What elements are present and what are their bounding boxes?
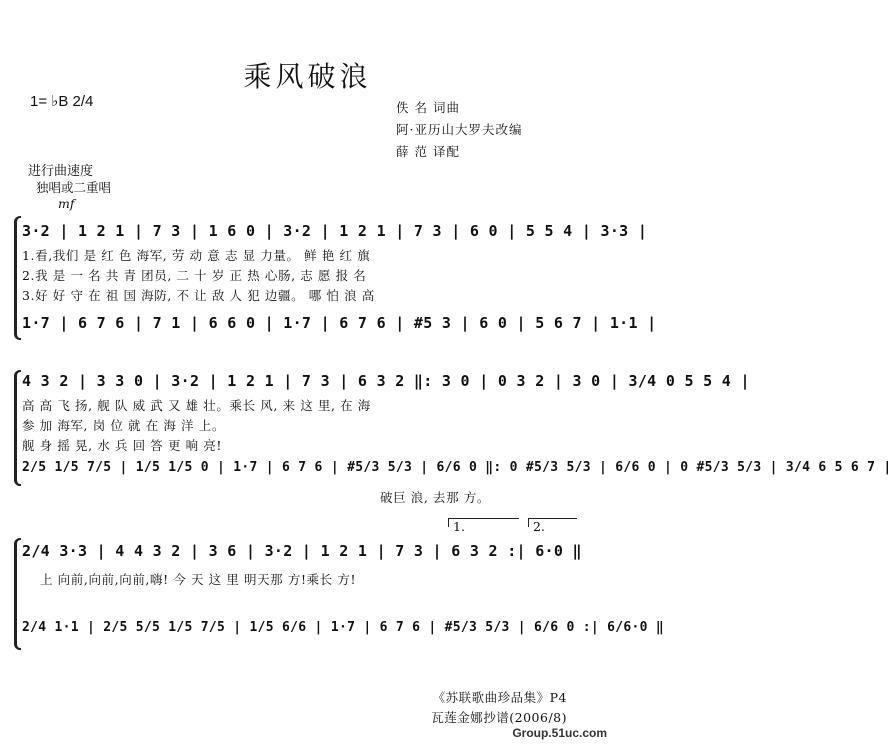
credit-translator: 薛 范 译配 — [396, 144, 460, 159]
lower-voice-notation: 2/5 1/5 7/5 | 1/5 1/5 0 | 1·7 | 6 7 6 | #5/3 5/3 | 6/6 0 ‖: 0 #5/3 5/3 | 6/6 0 | 0 #5/3 5/3 | 3/4 6 5 6 7 | — [22, 460, 892, 475]
lyric-line-1: 高 高 飞 扬, 舰 队 威 武 又 雄 壮。乘长 风, 来 这 里, 在 海 — [22, 398, 371, 413]
upper-voice-notation: 3·2 | 1 2 1 | 7 3 | 1 6 0 | 3·2 | 1 2 1 | 7 3 | 6 0 | 5 5 4 | 3·3 | — [22, 222, 648, 240]
system-brace — [14, 370, 21, 486]
voice-marking: 独唱或二重唱 — [36, 180, 112, 195]
lyric-line: 上 向前,向前,向前,嗨! 今 天 这 里 明天那 方!乘长 方! — [40, 572, 357, 587]
watermark-logo: Group.51uc.com — [512, 726, 607, 740]
system-brace — [14, 538, 21, 650]
transcriber-note: 瓦莲金娜抄谱(2006/8) — [431, 710, 567, 725]
lower-voice-notation: 1·7 | 6 7 6 | 7 1 | 6 6 0 | 1·7 | 6 7 6 | #5 3 | 6 0 | 5 6 7 | 1·1 | — [22, 314, 657, 332]
lyric-line-2: 参 加 海军, 岗 位 就 在 海 洋 上。 — [22, 418, 225, 433]
credit-arranger: 阿·亚历山大罗夫改编 — [396, 122, 523, 137]
upper-voice-notation: 4 3 2 | 3 3 0 | 3·2 | 1 2 1 | 7 3 | 6 3 2 ‖: 3 0 | 0 3 2 | 3 0 | 3/4 0 5 5 4 | — [22, 372, 750, 390]
system-brace — [14, 216, 21, 340]
key-signature: 1= ♭B 2/4 — [30, 93, 94, 110]
second-ending-bracket — [528, 518, 577, 534]
credit-lyrics-music: 佚 名 词曲 — [396, 100, 460, 115]
first-ending-bracket — [448, 518, 519, 534]
lyric-line-3: 3.好 好 守 在 祖 国 海防, 不 让 敌 人 犯 边疆。 哪 怕 浪 高 — [22, 288, 375, 303]
lyric-line-1: 1.看,我们 是 红 色 海军, 劳 动 意 志 显 力量。 鲜 艳 红 旗 — [22, 248, 371, 263]
source-note: 《苏联歌曲珍品集》P4 — [432, 690, 567, 705]
tempo-marking: 进行曲速度 — [28, 164, 94, 179]
lyric-line-2: 2.我 是 一 名 共 青 团员, 二 十 岁 正 热 心肠, 志 愿 报 名 — [22, 268, 367, 283]
first-ending-label: 1. — [453, 519, 465, 534]
second-ending-label: 2. — [533, 519, 545, 534]
lower-voice-lyrics: 破巨 浪, 去那 方。 — [380, 490, 490, 505]
song-title: 乘风破浪 — [243, 60, 372, 93]
dynamic-marking: mf — [58, 196, 75, 211]
lyric-line-3: 舰 身 摇 晃, 水 兵 回 答 更 响 亮! — [22, 438, 223, 453]
upper-voice-notation: 2/4 3·3 | 4 4 3 2 | 3 6 | 3·2 | 1 2 1 | 7 3 | 6 3 2 :| 6·0 ‖ — [22, 542, 582, 560]
lower-voice-notation: 2/4 1·1 | 2/5 5/5 1/5 7/5 | 1/5 6/6 | 1·7 | 6 7 6 | #5/3 5/3 | 6/6 0 :| 6/6·0 ‖ — [22, 620, 665, 635]
